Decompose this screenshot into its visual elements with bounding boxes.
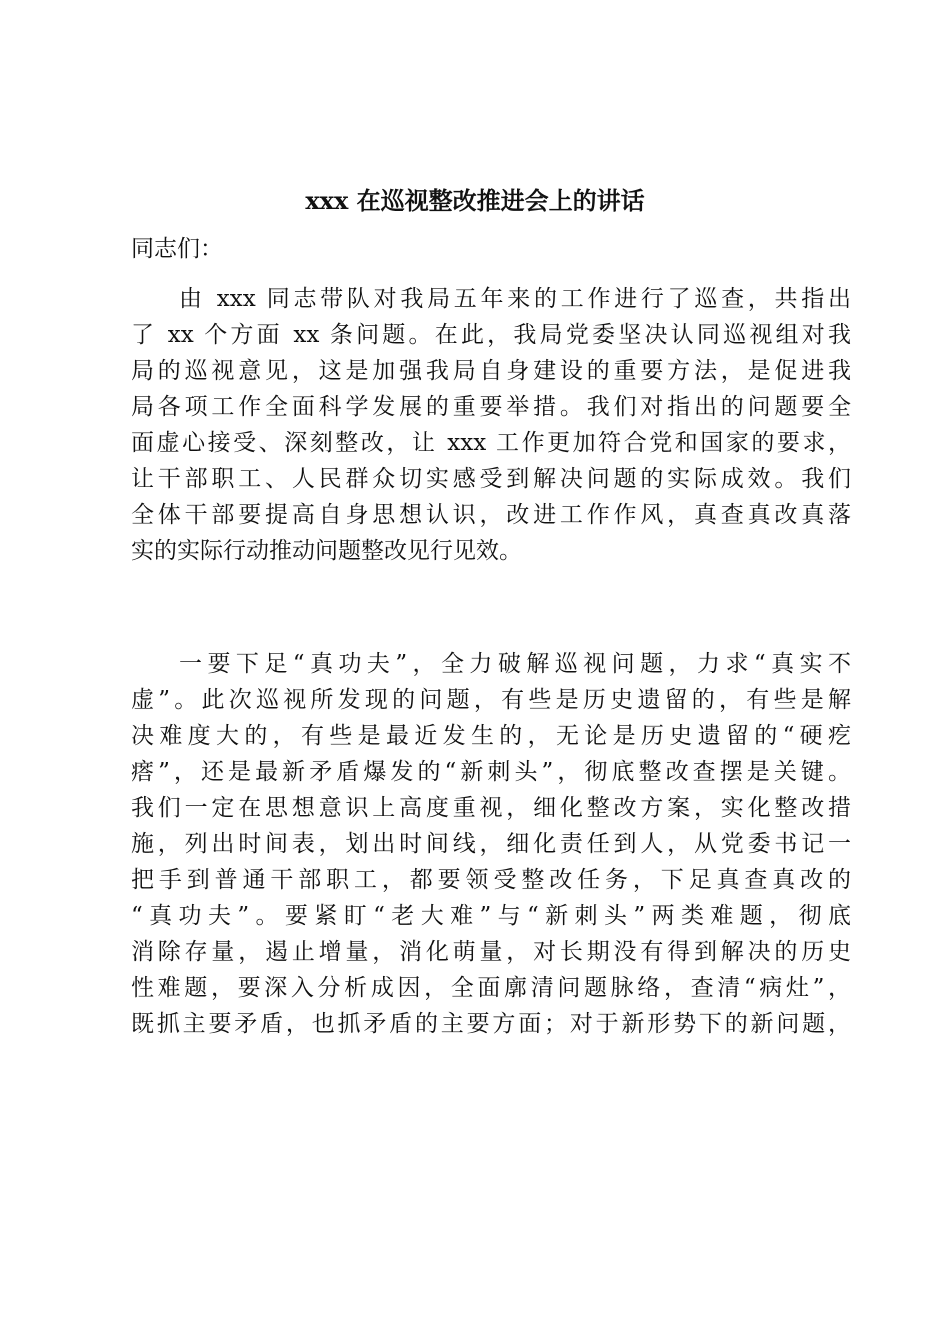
paragraph-line: 让干部职工、人民群众切实感受到解决问题的实际成效。我们	[131, 466, 851, 492]
paragraph-line: “真功夫”。要紧盯“老大难”与“新刺头”两类难题，彻底	[131, 903, 851, 929]
paragraph-line: 一要下足“真功夫”，全力破解巡视问题，力求“真实不	[179, 651, 851, 677]
paragraph-line: 性难题，要深入分析成因，全面廓清问题脉络，查清“病灶”，	[131, 975, 851, 1001]
paragraph-line: 由 xxx 同志带队对我局五年来的工作进行了巡查，共指出	[179, 286, 851, 312]
paragraph-line: 我们一定在思想意识上高度重视，细化整改方案，实化整改措	[131, 795, 851, 821]
paragraph-line: 决难度大的，有些是最近发生的，无论是历史遗留的“硬疙	[131, 723, 851, 749]
salutation: 同志们：	[131, 236, 223, 262]
paragraph-line: 施，列出时间表，划出时间线，细化责任到人，从党委书记一	[131, 831, 851, 857]
paragraph-line: 局各项工作全面科学发展的重要举措。我们对指出的问题要全	[131, 394, 851, 420]
paragraph-line: 瘩”，还是最新矛盾爆发的“新刺头”，彻底整改查摆是关键。	[131, 759, 851, 785]
paragraph-line: 了 xx 个方面 xx 条问题。在此，我局党委坚决认同巡视组对我	[131, 322, 851, 348]
paragraph-1	[131, 281, 851, 569]
paragraph-line: 全体干部要提高自身思想认识，改进工作作风，真查真改真落	[131, 502, 851, 528]
document-title: xxx 在巡视整改推进会上的讲话	[305, 186, 645, 215]
paragraph-line: 把手到普通干部职工，都要领受整改任务，下足真查真改的	[131, 867, 851, 893]
paragraph-line: 虚”。此次巡视所发现的问题，有些是历史遗留的，有些是解	[131, 687, 851, 713]
paragraph-line: 消除存量，遏止增量，消化萌量，对长期没有得到解决的历史	[131, 939, 851, 965]
paragraph-2	[131, 646, 851, 1042]
paragraph-line: 局的巡视意见，这是加强我局自身建设的重要方法，是促进我	[131, 358, 851, 384]
paragraph-line: 面虚心接受、深刻整改，让 xxx 工作更加符合党和国家的要求，	[131, 430, 851, 456]
paragraph-line: 实的实际行动推动问题整改见行见效。	[131, 538, 522, 564]
paragraph-line: 既抓主要矛盾，也抓矛盾的主要方面；对于新形势下的新问题，	[131, 1011, 851, 1037]
